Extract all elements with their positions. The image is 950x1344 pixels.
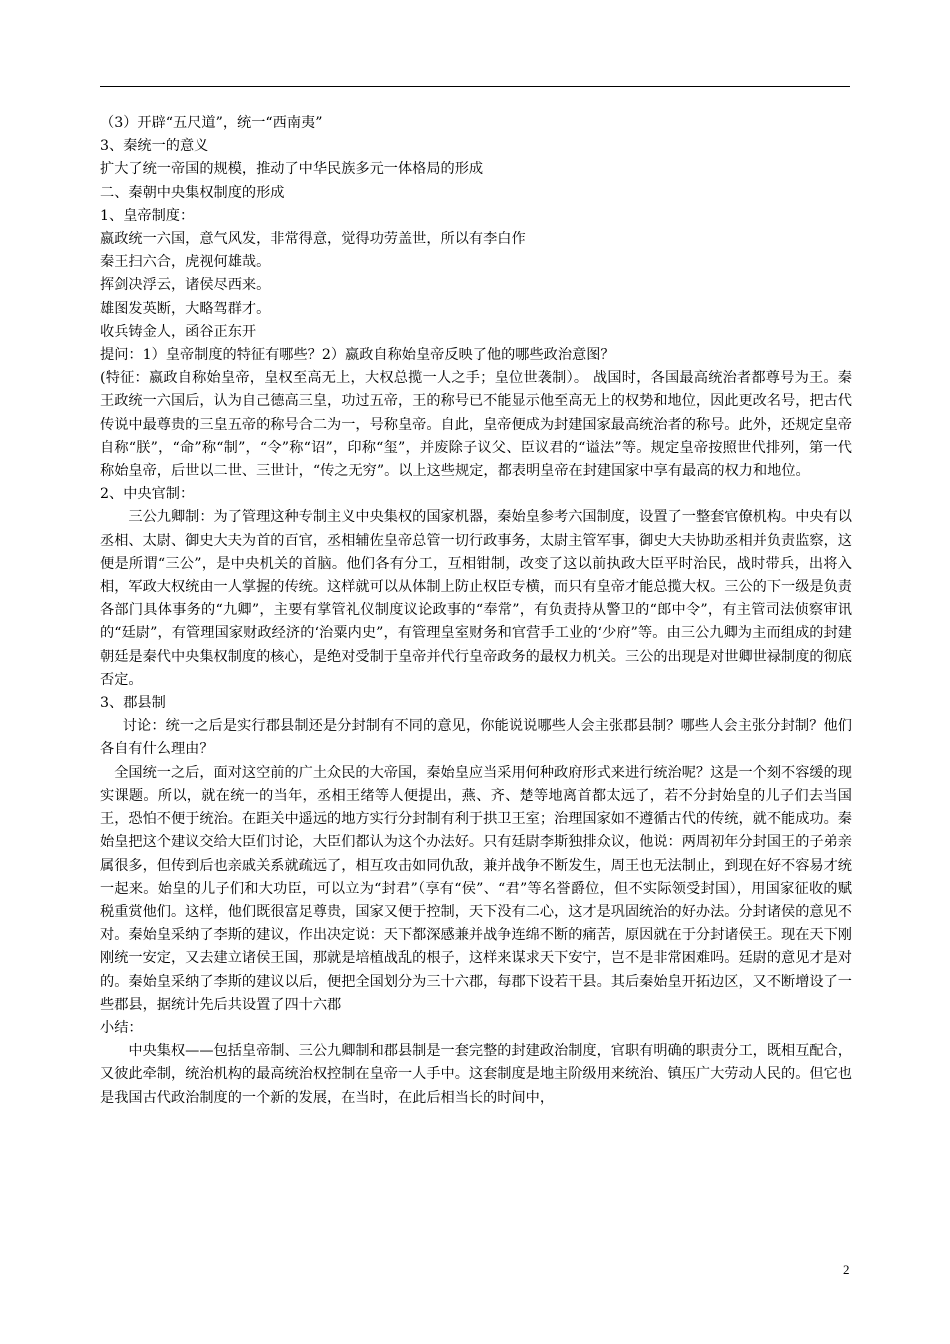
paragraph-summary: 中央集权——包括皇帝制、三公九卿制和郡县制是一套完整的封建政治制度，官职有明确的职责分工，既相互配合，又彼此牵制，统治机构的最高统治权控制在皇帝一人手中。这套制度是地主阶级用来统治、镇压广大劳动人民的。但它也是我国古代政治制度的一个新的发展，在当时，在此后相当长的时间中， xyxy=(100,1043,852,1106)
subsection-heading: 小结： xyxy=(100,1019,143,1036)
poem-line: 雄图发英断，大略驾群才。 xyxy=(100,300,271,317)
section-heading: 3、秦统一的意义 xyxy=(100,138,209,155)
section-heading: 二、秦朝中央集权制度的形成 xyxy=(100,184,285,201)
poem-line: 收兵铸金人，函谷正东开 xyxy=(100,323,257,340)
poem-line: 秦王扫六合，虎视何雄哉。 xyxy=(100,254,271,271)
text-line: 嬴政统一六国，意气风发，非常得意，觉得功劳盖世，所以有李白作 xyxy=(100,231,526,248)
header-rule xyxy=(100,86,850,87)
page-body xyxy=(100,112,852,1110)
paragraph-unification: 全国统一之后，面对这空前的广土众民的大帝国，秦始皇应当采用何种政府形式来进行统治呢？这是一个刻不容缓的现实课题。所以，就在统一的当年，丞相王绪等人便提出，燕、齐、楚等地离首都太远了，若不分封始皇的儿子们去当国王，恐怕不便于统治。在距关中遥远的地方实行分封制有利于拱卫王室；治理国家如不遵循古代的传统，就不能成功。秦始皇把这个建议交给大臣们讨论，大臣们都认为这个办法好。只有廷尉李斯独排众议，他说：两周初年分封国王的子弟亲属很多，但传到后也亲戚关系就疏远了，相互攻击如同仇敌，兼并战争不断发生，周王也无法制止，到现在好不容易才统一起来。始皇的儿子们和大功臣，可以立为“封君”（享有“侯”、“君”等名誉爵位，但不实际领受封国），用国家征收的赋税重赏他们。这样，他们既很富足尊贵，国家又便于控制，天下没有二心，这才是巩固统治的好办法。分封诸侯的意见不对。秦始皇采纳了李斯的建议，作出决定说：天下都深感兼并战争连绵不断的痛苦，原因就在于分封诸侯王。现在天下刚刚统一安定，又去建立诸侯王国，那就是培植战乱的根子，这样来谋求天下安宁，岂不是非常困难吗。廷尉的意见才是对的。秦始皇采纳了李斯的建议以后，便把全国划分为三十六郡，每郡下设若干县。其后秦始皇开拓边区，又不断增设了一些郡县，据统计先后共设置了四十六郡 xyxy=(100,764,852,1013)
subsection-heading: 3、郡县制 xyxy=(100,695,166,712)
paragraph-sangong: 三公九卿制：为了管理这种专制主义中央集权的国家机器，秦始皇参考六国制度，设置了一整套官僚机构。中央有以丞相、太尉、御史大夫为首的百官，丞相辅佐皇帝总管一切行政事务，太尉主管军事，御史大夫协助丞相并负责监察，这便是所谓“三公”，是中央机关的首脑。他们各有分工，互相钳制，改变了这以前执政大臣平时治民，战时带兵，出将入相，军政大权统由一人掌握的传统。这样就可以从体制上防止权臣专横，而只有皇帝才能总揽大权。三公的下一级是负责各部门具体事务的“九卿”，主要有掌管礼仪制度议论政事的“奉常”，有负责持从警卫的“郎中令”，有主管司法侦察审讯的“廷尉”，有管理国家财政经济的‘治粟内史”，有管理皇室财务和官营手工业的‘少府”等。由三公九卿为主而组成的封建朝廷是秦代中央集权制度的核心，是绝对受制于皇帝并代行皇帝政务的最权力机关。三公的出现是对世卿世禄制度的彻底否定。 xyxy=(100,509,852,688)
question-line: 提问：1）皇帝制度的特征有哪些？2）嬴政自称始皇帝反映了他的哪些政治意图？ xyxy=(100,347,615,364)
page-number: 2 xyxy=(843,1262,850,1277)
poem-line: 挥剑决浮云，诸侯尽西来。 xyxy=(100,277,271,294)
paragraph-discussion: 讨论：统一之后是实行郡县制还是分封制有不同的意见，你能说说哪些人会主张郡县制？哪些人会主张分封制？他们各自有什么理由？ xyxy=(100,718,852,758)
text-line: （3）开辟“五尺道”，统一“西南夷” xyxy=(100,115,323,131)
paragraph-features: (特征：嬴政自称始皇帝，皇权至高无上，大权总揽一人之手；皇位世袭制）。 战国时，各国最高统治者都尊号为王。秦王政统一六国后，认为自己德高三皇，功过五帝，王的称号已不能显示他至高无上的权势和地位，因此更改名号，把古代传说中最尊贵的三皇五帝的称号合二为一，号称皇帝。自此，皇帝便成为封建国家最高统治者的称号。此外，还规定皇帝自称“朕”，“命”称“制”，“令”称“诏”，印称“玺”，并废除子议父、臣议君的“谥法”等。规定皇帝按照世代排列，第一代称始皇帝，后世以二世、三世计，“传之无穷”。以上这些规定，都表明皇帝在封建国家中享有最高的权力和地位。 xyxy=(100,370,852,480)
subsection-heading: 2、中央官制： xyxy=(100,486,195,503)
subsection-heading: 1、皇帝制度： xyxy=(100,207,195,224)
text-line: 扩大了统一帝国的规模，推动了中华民族多元一体格局的形成 xyxy=(100,161,484,178)
